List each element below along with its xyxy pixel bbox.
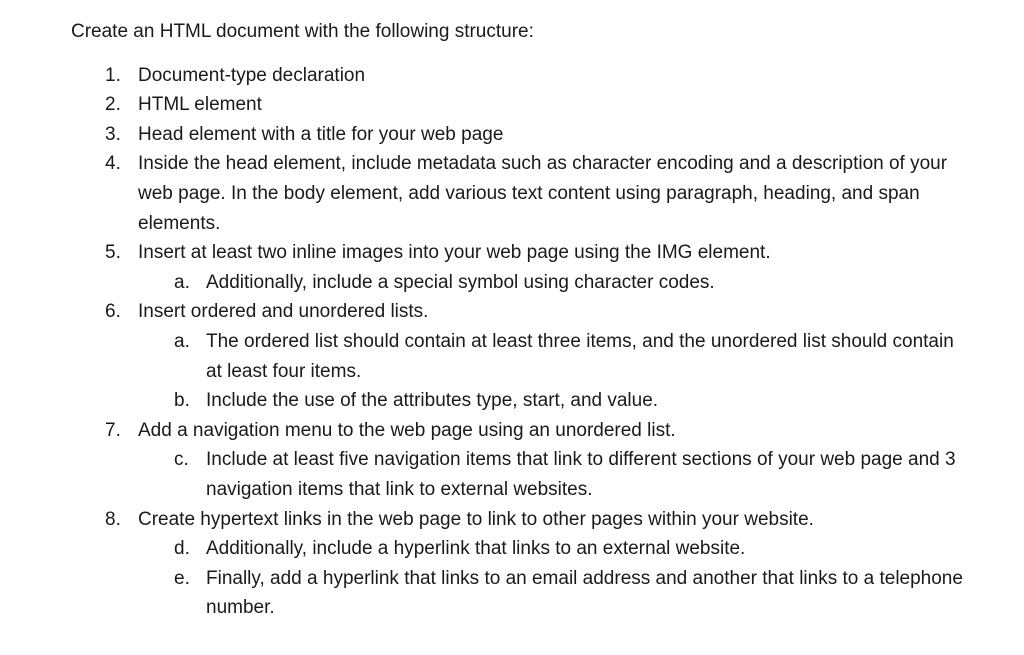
sub-item-8e [71,564,971,623]
item-number: 7. [105,419,121,441]
item-number: 4. [105,153,121,175]
list-item-4 [71,149,971,238]
item-number: 6. [105,301,121,323]
list-item-5 [71,238,971,268]
sub-item-text: Additionally, include a special symbol using character codes. [206,271,715,293]
item-text: Insert ordered and unordered lists. [138,301,429,323]
sub-item-letter: a. [174,330,190,352]
item-number: 2. [105,94,121,116]
sub-item-letter: c. [174,449,189,471]
sub-item-letter: e. [174,567,190,589]
document-body [71,17,971,623]
item-number: 3. [105,123,121,145]
item-text: Create hypertext links in the web page to link to other pages within your website. [138,508,814,530]
sub-item-6b [71,386,971,416]
list-item-7 [71,416,971,446]
sub-item-6a [71,327,971,386]
sub-item-text: Finally, add a hyperlink that links to an email address and another that links to a telephone number. [206,567,963,619]
sub-item-letter: a. [174,271,190,293]
sub-item-text: The ordered list should contain at least three items, and the unordered list should contain at least four items. [206,330,954,382]
item-number: 1. [105,64,121,86]
item-number: 8. [105,508,121,530]
item-text: Insert at least two inline images into your web page using the IMG element. [138,242,771,264]
sub-item-8d [71,534,971,564]
item-text: Inside the head element, include metadata such as character encoding and a description of your web page. In the body element, add various text content using paragraph, heading, and span elements. [138,153,948,234]
list-item-3 [71,120,971,150]
sub-item-letter: b. [174,390,190,412]
item-text: Head element with a title for your web page [138,123,504,145]
sub-item-7c [71,445,971,504]
item-text: HTML element [138,94,262,116]
list-item-8 [71,505,971,535]
intro-text: Create an HTML document with the following structure: [71,21,534,42]
sub-item-letter: d. [174,538,190,560]
sub-item-text: Include the use of the attributes type, start, and value. [206,390,659,412]
sub-item-5a [71,268,971,298]
list-item-2 [71,90,971,120]
sub-item-text: Additionally, include a hyperlink that links to an external website. [206,538,746,560]
sub-item-text: Include at least five navigation items that link to different sections of your web page and 3 navigation items that link to external websites. [206,449,956,500]
item-text: Document-type declaration [138,64,366,86]
item-number: 5. [105,242,121,264]
list-item-1 [71,61,971,91]
list-item-6 [71,297,971,327]
item-text: Add a navigation menu to the web page using an unordered list. [138,419,676,441]
